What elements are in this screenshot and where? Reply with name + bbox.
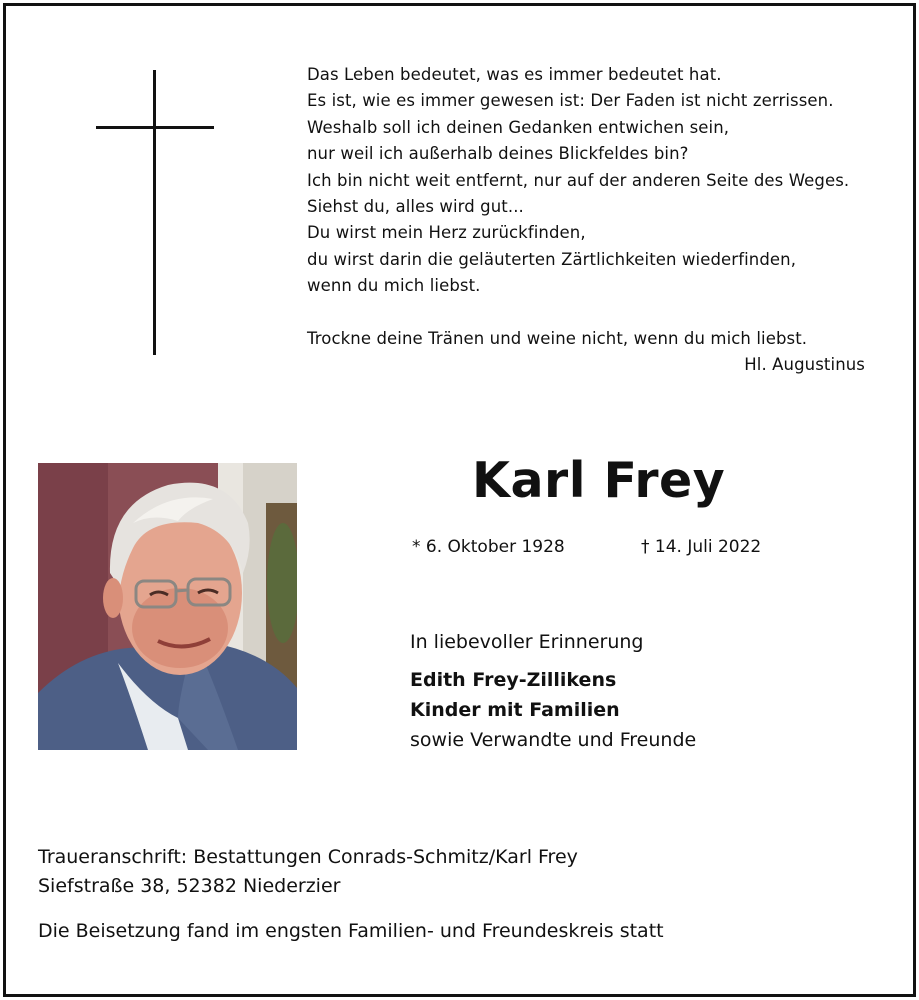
poem-line: Ich bin nicht weit entfernt, nur auf der anderen Seite des Weges. — [307, 170, 850, 190]
poem-line: Das Leben bedeutet, was es immer bedeutet hat. — [307, 65, 722, 84]
poem-line: Weshalb soll ich deinen Gedanken entwichen sein, — [307, 117, 730, 137]
poem-line: du wirst darin die geläuterten Zärtlichkeiten wiederfinden, — [307, 249, 797, 269]
death-date: † 14. Juli 2022 — [641, 537, 762, 557]
mourner-name: Kinder mit Familien — [410, 699, 620, 721]
poem — [307, 62, 887, 378]
birth-date: * 6. Oktober 1928 — [412, 537, 565, 557]
poem-line: nur weil ich außerhalb deines Blickfeldes bin? — [307, 144, 689, 164]
mourning-address — [38, 843, 578, 901]
portrait-photo — [38, 463, 297, 750]
deceased-name: Karl Frey — [472, 452, 726, 509]
poem-line: Du wirst mein Herz zurückfinden, — [307, 223, 586, 243]
mourners-others: sowie Verwandte und Freunde — [410, 729, 697, 751]
memory-intro: In liebevoller Erinnerung — [410, 631, 644, 653]
poem-line: Es ist, wie es immer gewesen ist: Der Faden ist nicht zerrissen. — [307, 91, 834, 111]
poem-line: Siehst du, alles wird gut... — [307, 197, 524, 217]
funeral-note: Die Beisetzung fand im engsten Familien- und Freundeskreis statt — [38, 920, 664, 942]
poem-closing-line: Trockne deine Tränen und weine nicht, wenn du mich liebst. — [307, 328, 808, 348]
cross-icon-horizontal — [96, 126, 214, 129]
mourner-name: Edith Frey-Zillikens — [410, 669, 617, 691]
address-line: Traueranschrift: Bestattungen Conrads-Schmitz/Karl Frey — [38, 846, 578, 868]
cross-icon-vertical — [153, 70, 156, 355]
poem-author: Hl. Augustinus — [744, 355, 865, 375]
address-line: Siefstraße 38, 52382 Niederzier — [38, 875, 341, 897]
poem-line: wenn du mich liebst. — [307, 276, 481, 296]
mourners-list — [410, 665, 696, 755]
